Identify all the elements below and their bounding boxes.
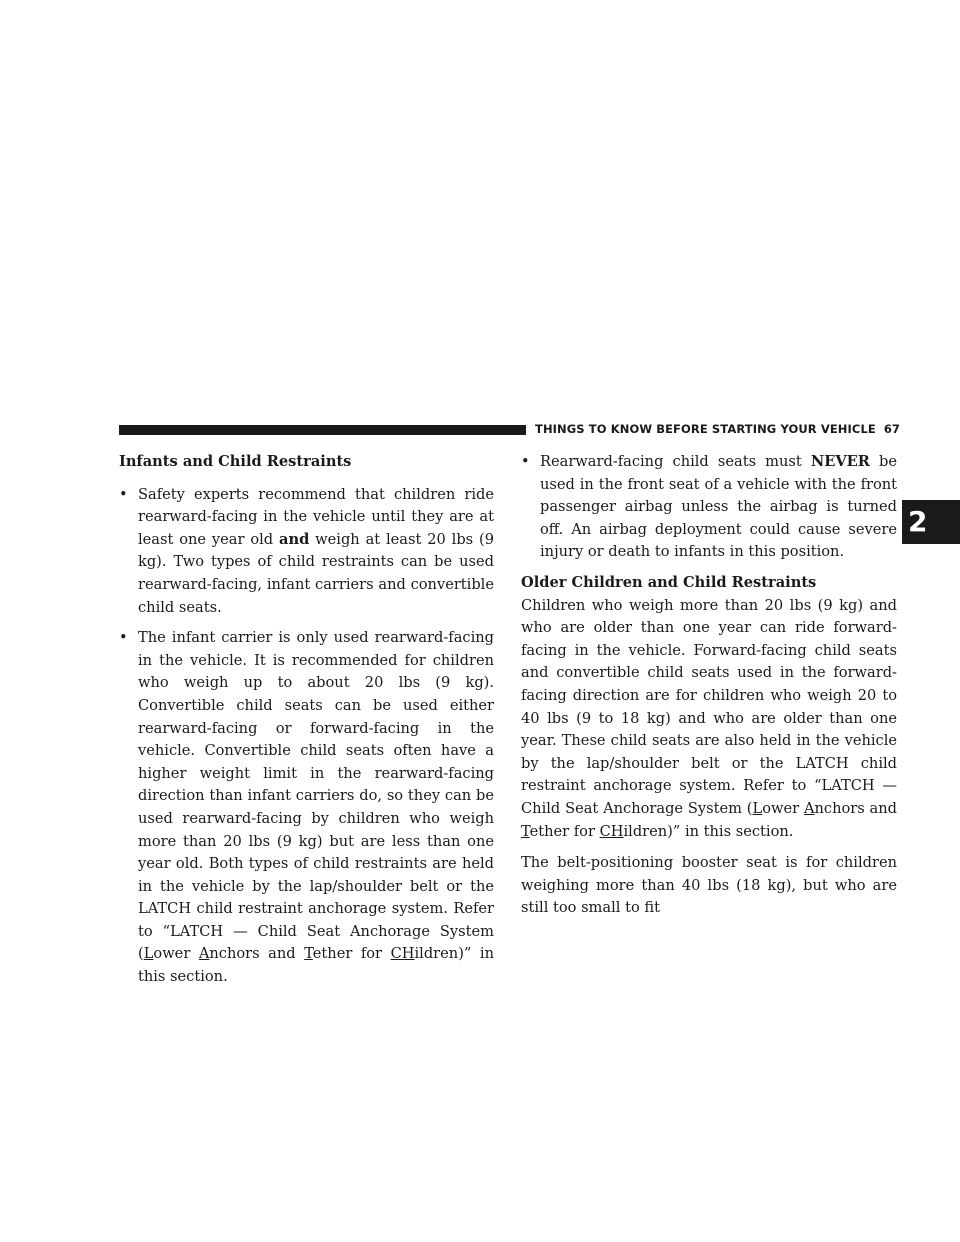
paragraph: The belt-positioning booster seat is for children weighing more than 40 lbs (18 kg), but who are still too small to fit (521, 854, 897, 917)
bullet-item: • The infant carrier is only used rearward-facing in the vehicle. It is recommended for children who weigh up to about 20 lbs (9 kg). Convertible child seats can be used either rearward-facing or forward-facing in the vehicle. Convertible child seats often have a higher weight limit in the rearward-facing direction than infant carriers do, so they can be used rearward-facing by children who weigh more than 20 lbs (9 kg) but are less than one year old. Both types of child restraints are held in the vehicle by the lap/shoulder belt or the LATCH child restraint anchorage system. Refer to “LATCH — Child Seat Anchorage System (Lower Anchors and Tether for CHildren)” in this section. (119, 629, 494, 986)
running-header (535, 422, 900, 436)
bullet-icon: • (521, 453, 530, 470)
chapter-tab: 2 (902, 500, 960, 544)
section-heading-older-children: Older Children and Child Restraints (521, 573, 817, 591)
paragraph: Children who weigh more than 20 lbs (9 kg) and who are older than one year can ride forward-facing in the vehicle. Forward-facing child seats and convertible child seats used in the forward-facing direction are for children who weigh 20 to 40 lbs (9 to 18 kg) and who are older than one year. These child seats are also held in the vehicle by the lap/shoulder belt or the LATCH child restraint anchorage system. Refer to “LATCH — Child Seat Anchorage System (Lower Anchors and Tether for CHildren)” in this section. (521, 596, 898, 840)
emphasis: and (279, 530, 310, 548)
bullet-item: • Safety experts recommend that children ride rearward-facing in the vehicle until they are at least one year old and weigh at least 20 lbs (9 kg). Two types of child restraints can be used rearward-facing, infant carriers and convertible child seats. (119, 485, 495, 616)
page-number: 67 (883, 422, 901, 436)
bullet-icon: • (119, 629, 128, 647)
emphasis: NEVER (810, 453, 870, 470)
right-column (521, 451, 897, 920)
section-title: THINGS TO KNOW BEFORE STARTING YOUR VEHICLE (535, 422, 876, 436)
bullet-item: • Rearward-facing child seats must NEVER be used in the front seat of a vehicle with the front passenger airbag unless the airbag is turned off. An airbag deployment could cause severe injury or death to infants in this position. (521, 453, 897, 561)
section-heading-infants: Infants and Child Restraints (119, 453, 352, 470)
header-rule (119, 425, 526, 435)
bullet-icon: • (119, 485, 128, 503)
left-column (119, 451, 494, 997)
